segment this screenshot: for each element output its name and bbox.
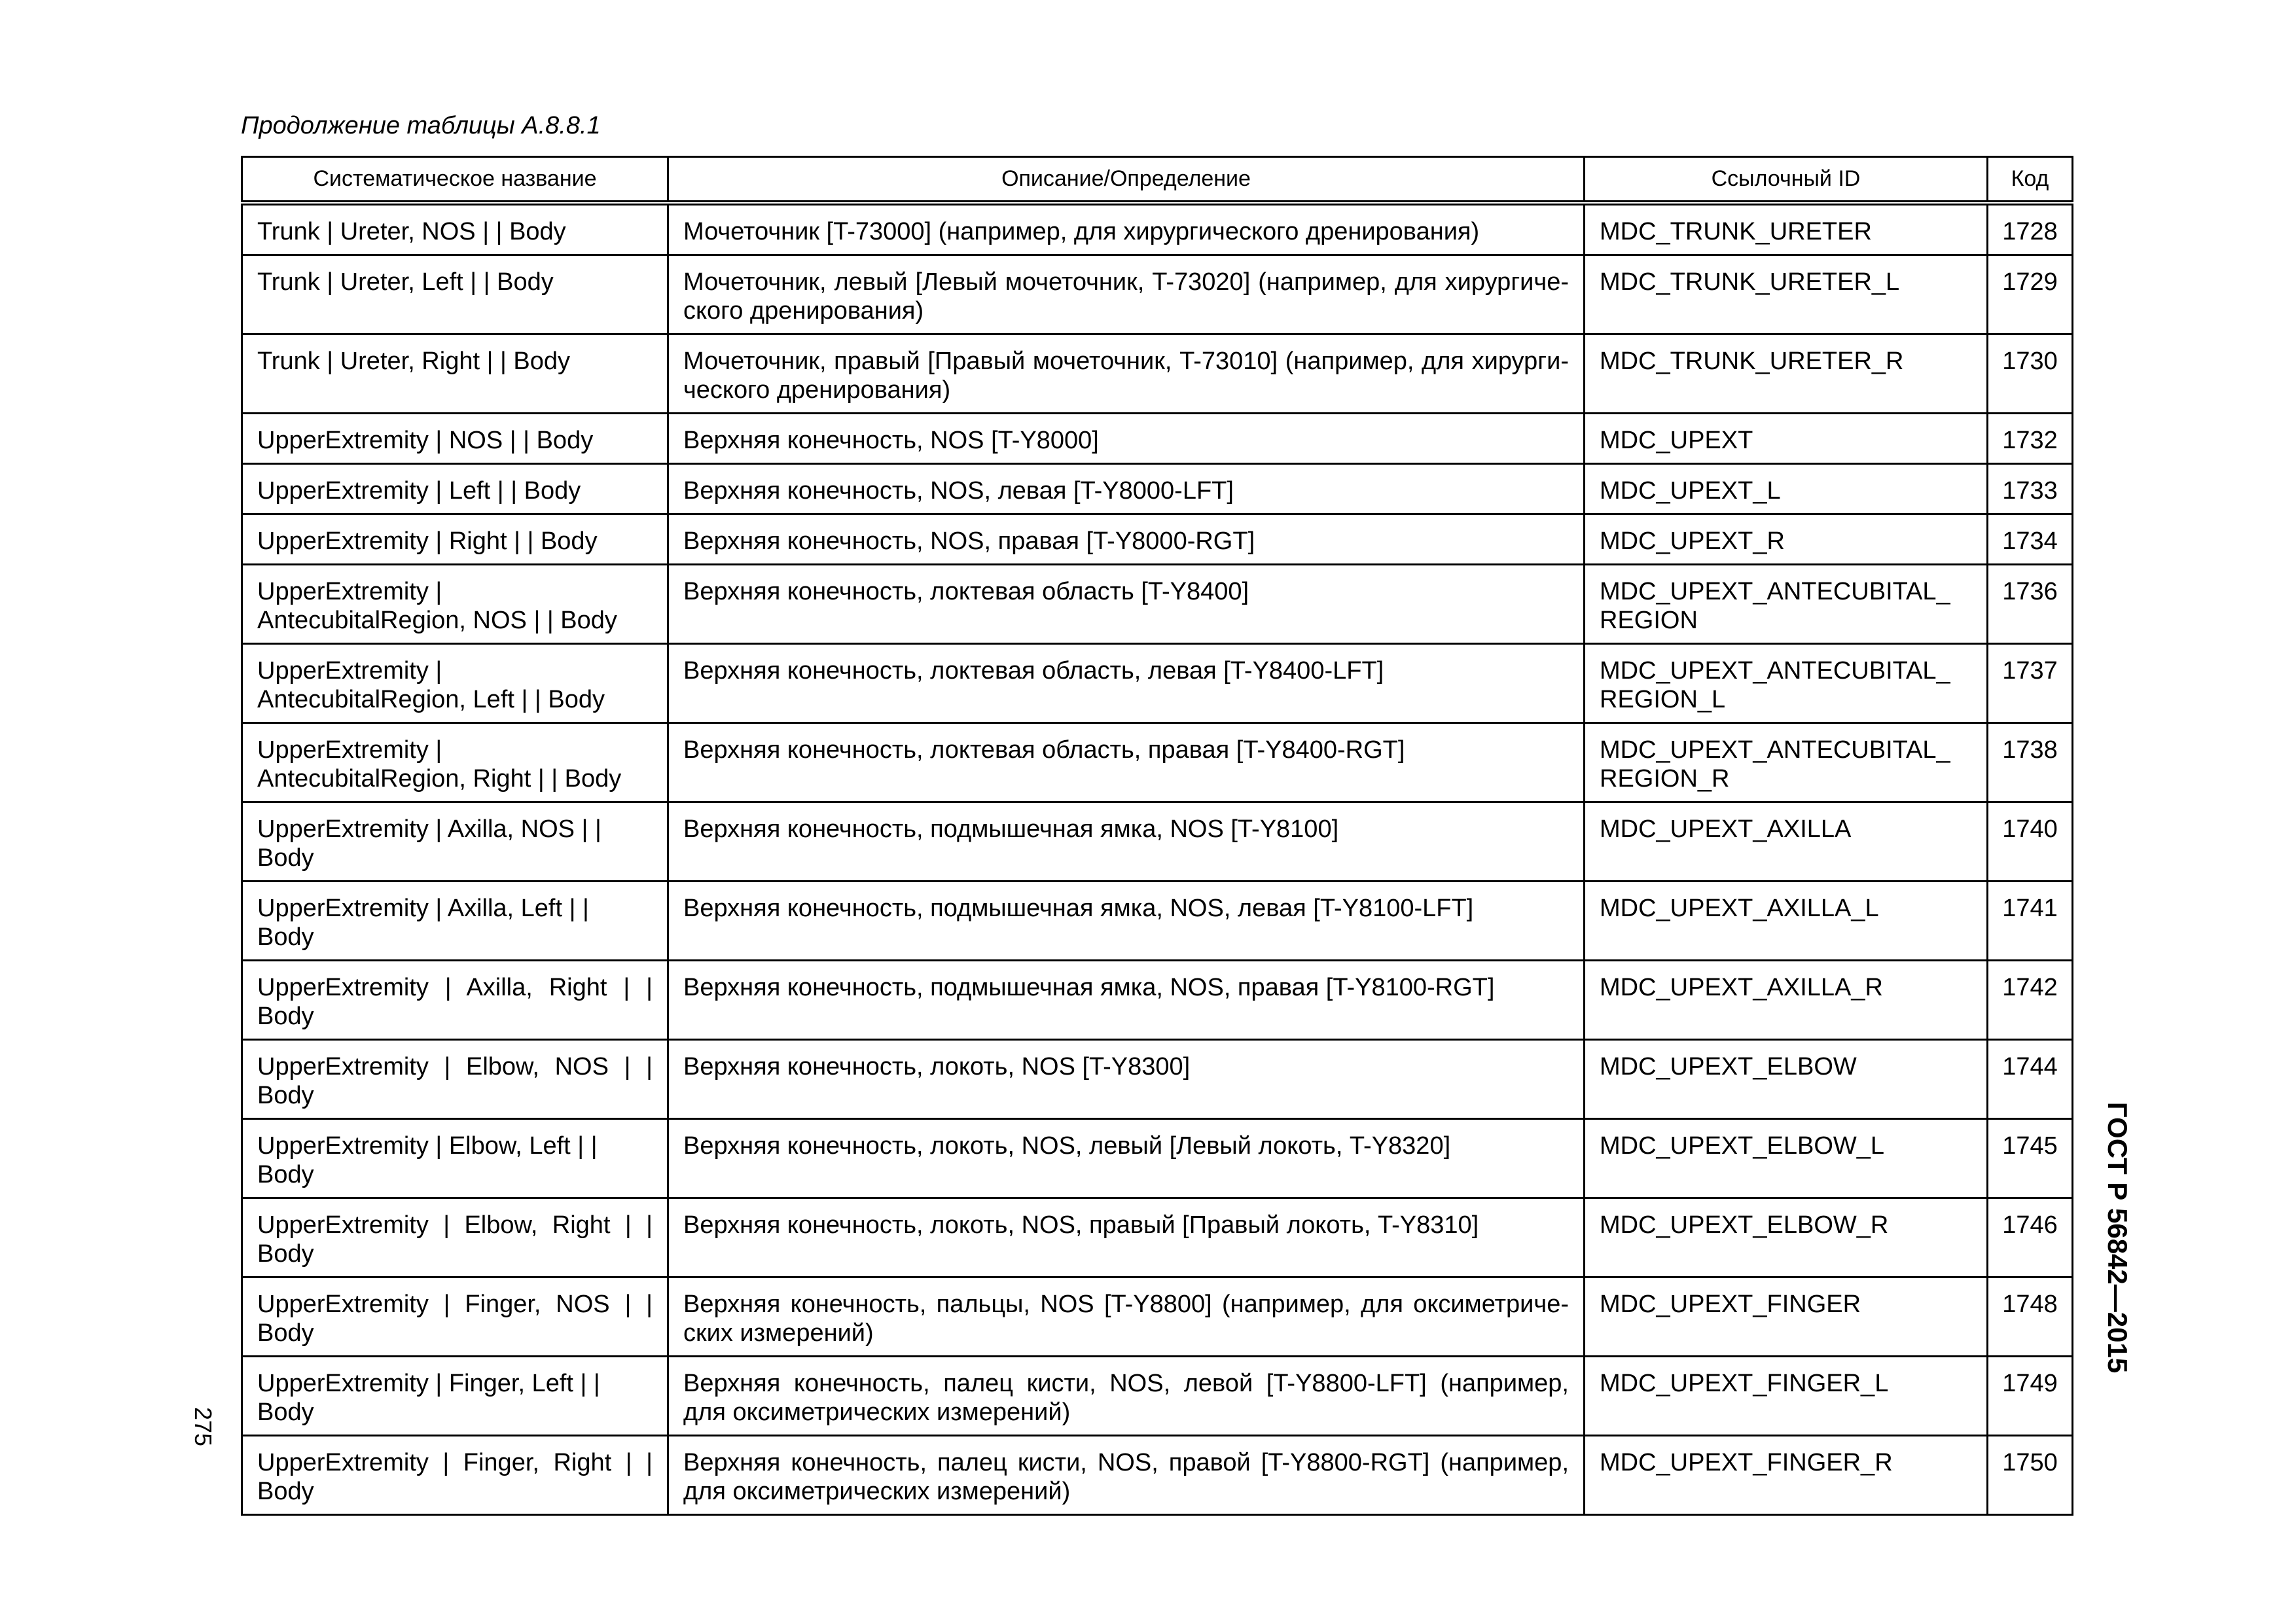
cell-code: 1748: [1988, 1277, 2073, 1356]
cell-name: UpperExtremity | NOS | | Body: [242, 413, 668, 463]
table-row: [242, 960, 2073, 1039]
cell-name: UpperExtremity | Axilla, NOS | | Body: [242, 802, 668, 881]
page-number: 275: [190, 1406, 217, 1447]
cell-name: UpperExtremity | Elbow, Left | | Body: [242, 1118, 668, 1198]
cell-description: Верхняя конечность, палец кисти, NOS, правой [T-Y8800-RGT] (например, для оксиметрических измерений): [668, 1435, 1585, 1514]
cell-ref-id: MDC_UPEXT_ANTECUBITAL_ REGION_L: [1585, 643, 1988, 722]
header-description: Описание/Определение: [668, 157, 1585, 203]
cell-ref-id: MDC_TRUNK_URETER_L: [1585, 255, 1988, 334]
cell-ref-id: MDC_UPEXT_ANTECUBITAL_ REGION_R: [1585, 722, 1988, 802]
table-row: [242, 1039, 2073, 1118]
cell-name: Trunk | Ureter, NOS | | Body: [242, 203, 668, 255]
cell-name: UpperExtremity | AntecubitalRegion, Right | | Body: [242, 722, 668, 802]
cell-name: Trunk | Ureter, Left | | Body: [242, 255, 668, 334]
cell-code: 1746: [1988, 1198, 2073, 1277]
cell-ref-id: MDC_UPEXT_FINGER_L: [1585, 1356, 1988, 1435]
cell-code: 1737: [1988, 643, 2073, 722]
table-row: [242, 802, 2073, 881]
table-row: [242, 514, 2073, 564]
table-caption: Продолжение таблицы А.8.8.1: [241, 112, 601, 139]
cell-ref-id: MDC_UPEXT_ELBOW: [1585, 1039, 1988, 1118]
cell-ref-id: MDC_UPEXT_AXILLA_R: [1585, 960, 1988, 1039]
cell-ref-id: MDC_UPEXT_FINGER_R: [1585, 1435, 1988, 1514]
table-row: [242, 203, 2073, 255]
cell-code: 1729: [1988, 255, 2073, 334]
cell-code: 1744: [1988, 1039, 2073, 1118]
cell-ref-id: MDC_UPEXT_L: [1585, 463, 1988, 514]
cell-ref-id: MDC_UPEXT_FINGER: [1585, 1277, 1988, 1356]
cell-code: 1740: [1988, 802, 2073, 881]
cell-description: Верхняя конечность, палец кисти, NOS, левой [T-Y8800-LFT] (например, для оксиметрических измерений): [668, 1356, 1585, 1435]
cell-description: Верхняя конечность, локтевая область, правая [T-Y8400-RGT]: [668, 722, 1585, 802]
table-row: [242, 564, 2073, 643]
cell-ref-id: MDC_TRUNK_URETER: [1585, 203, 1988, 255]
table-header: [242, 157, 2073, 203]
cell-description: Верхняя конечность, локоть, NOS, правый [Правый локоть, T-Y8310]: [668, 1198, 1585, 1277]
cell-name: UpperExtremity | Finger, Right | | Body: [242, 1435, 668, 1514]
table-row: [242, 643, 2073, 722]
cell-description: Верхняя конечность, NOS, правая [T-Y8000-RGT]: [668, 514, 1585, 564]
table-row: [242, 881, 2073, 960]
cell-description: Верхняя конечность, локоть, NOS, левый [Левый локоть, T-Y8320]: [668, 1118, 1585, 1198]
cell-description: Верхняя конечность, пальцы, NOS [T-Y8800] (например, для оксиметриче-ских измерений): [668, 1277, 1585, 1356]
cell-name: UpperExtremity | Elbow, NOS | | Body: [242, 1039, 668, 1118]
cell-code: 1749: [1988, 1356, 2073, 1435]
table-body: [242, 203, 2073, 1515]
cell-description: Мочеточник, левый [Левый мочеточник, T-73020] (например, для хирургиче-ского дренирования): [668, 255, 1585, 334]
cell-ref-id: MDC_UPEXT_R: [1585, 514, 1988, 564]
table-row: [242, 1356, 2073, 1435]
cell-ref-id: MDC_UPEXT_ELBOW_R: [1585, 1198, 1988, 1277]
cell-code: 1733: [1988, 463, 2073, 514]
cell-code: 1741: [1988, 881, 2073, 960]
cell-name: UpperExtremity | Axilla, Left | | Body: [242, 881, 668, 960]
cell-code: 1728: [1988, 203, 2073, 255]
cell-code: 1750: [1988, 1435, 2073, 1514]
cell-ref-id: MDC_TRUNK_URETER_R: [1585, 334, 1988, 413]
cell-name: UpperExtremity | Finger, NOS | | Body: [242, 1277, 668, 1356]
cell-description: Верхняя конечность, NOS [T-Y8000]: [668, 413, 1585, 463]
cell-name: Trunk | Ureter, Right | | Body: [242, 334, 668, 413]
cell-code: 1742: [1988, 960, 2073, 1039]
data-table: [241, 156, 2073, 1516]
header-reference-id: Ссылочный ID: [1585, 157, 1988, 203]
cell-name: UpperExtremity | AntecubitalRegion, Left | | Body: [242, 643, 668, 722]
table-row: [242, 413, 2073, 463]
table-row: [242, 1198, 2073, 1277]
cell-description: Верхняя конечность, NOS, левая [T-Y8000-LFT]: [668, 463, 1585, 514]
header-code: Код: [1988, 157, 2073, 203]
cell-name: UpperExtremity | Finger, Left | | Body: [242, 1356, 668, 1435]
cell-name: UpperExtremity | AntecubitalRegion, NOS | | Body: [242, 564, 668, 643]
cell-description: Верхняя конечность, локтевая область [T-Y8400]: [668, 564, 1585, 643]
header-row: [242, 157, 2073, 203]
cell-name: UpperExtremity | Axilla, Right | | Body: [242, 960, 668, 1039]
cell-code: 1745: [1988, 1118, 2073, 1198]
table-row: [242, 463, 2073, 514]
cell-ref-id: MDC_UPEXT: [1585, 413, 1988, 463]
table-row: [242, 1118, 2073, 1198]
cell-ref-id: MDC_UPEXT_ELBOW_L: [1585, 1118, 1988, 1198]
table-row: [242, 1277, 2073, 1356]
cell-code: 1734: [1988, 514, 2073, 564]
table-row: [242, 334, 2073, 413]
cell-name: UpperExtremity | Elbow, Right | | Body: [242, 1198, 668, 1277]
table-row: [242, 722, 2073, 802]
cell-code: 1738: [1988, 722, 2073, 802]
cell-description: Верхняя конечность, подмышечная ямка, NOS [T-Y8100]: [668, 802, 1585, 881]
standard-title: ГОСТ Р 56842—2015: [2102, 1101, 2133, 1374]
cell-description: Верхняя конечность, локтевая область, левая [T-Y8400-LFT]: [668, 643, 1585, 722]
header-systematic-name: Систематическое название: [242, 157, 668, 203]
cell-code: 1730: [1988, 334, 2073, 413]
cell-name: UpperExtremity | Right | | Body: [242, 514, 668, 564]
cell-ref-id: MDC_UPEXT_AXILLA_L: [1585, 881, 1988, 960]
cell-description: Верхняя конечность, локоть, NOS [T-Y8300]: [668, 1039, 1585, 1118]
cell-code: 1736: [1988, 564, 2073, 643]
cell-ref-id: MDC_UPEXT_AXILLA: [1585, 802, 1988, 881]
cell-description: Мочеточник [T-73000] (например, для хирургического дренирования): [668, 203, 1585, 255]
cell-description: Верхняя конечность, подмышечная ямка, NOS, левая [T-Y8100-LFT]: [668, 881, 1585, 960]
cell-name: UpperExtremity | Left | | Body: [242, 463, 668, 514]
cell-description: Мочеточник, правый [Правый мочеточник, T-73010] (например, для хирурги-ческого дренирования): [668, 334, 1585, 413]
table-row: [242, 1435, 2073, 1514]
cell-ref-id: MDC_UPEXT_ANTECUBITAL_ REGION: [1585, 564, 1988, 643]
table-row: [242, 255, 2073, 334]
cell-code: 1732: [1988, 413, 2073, 463]
cell-description: Верхняя конечность, подмышечная ямка, NOS, правая [T-Y8100-RGT]: [668, 960, 1585, 1039]
